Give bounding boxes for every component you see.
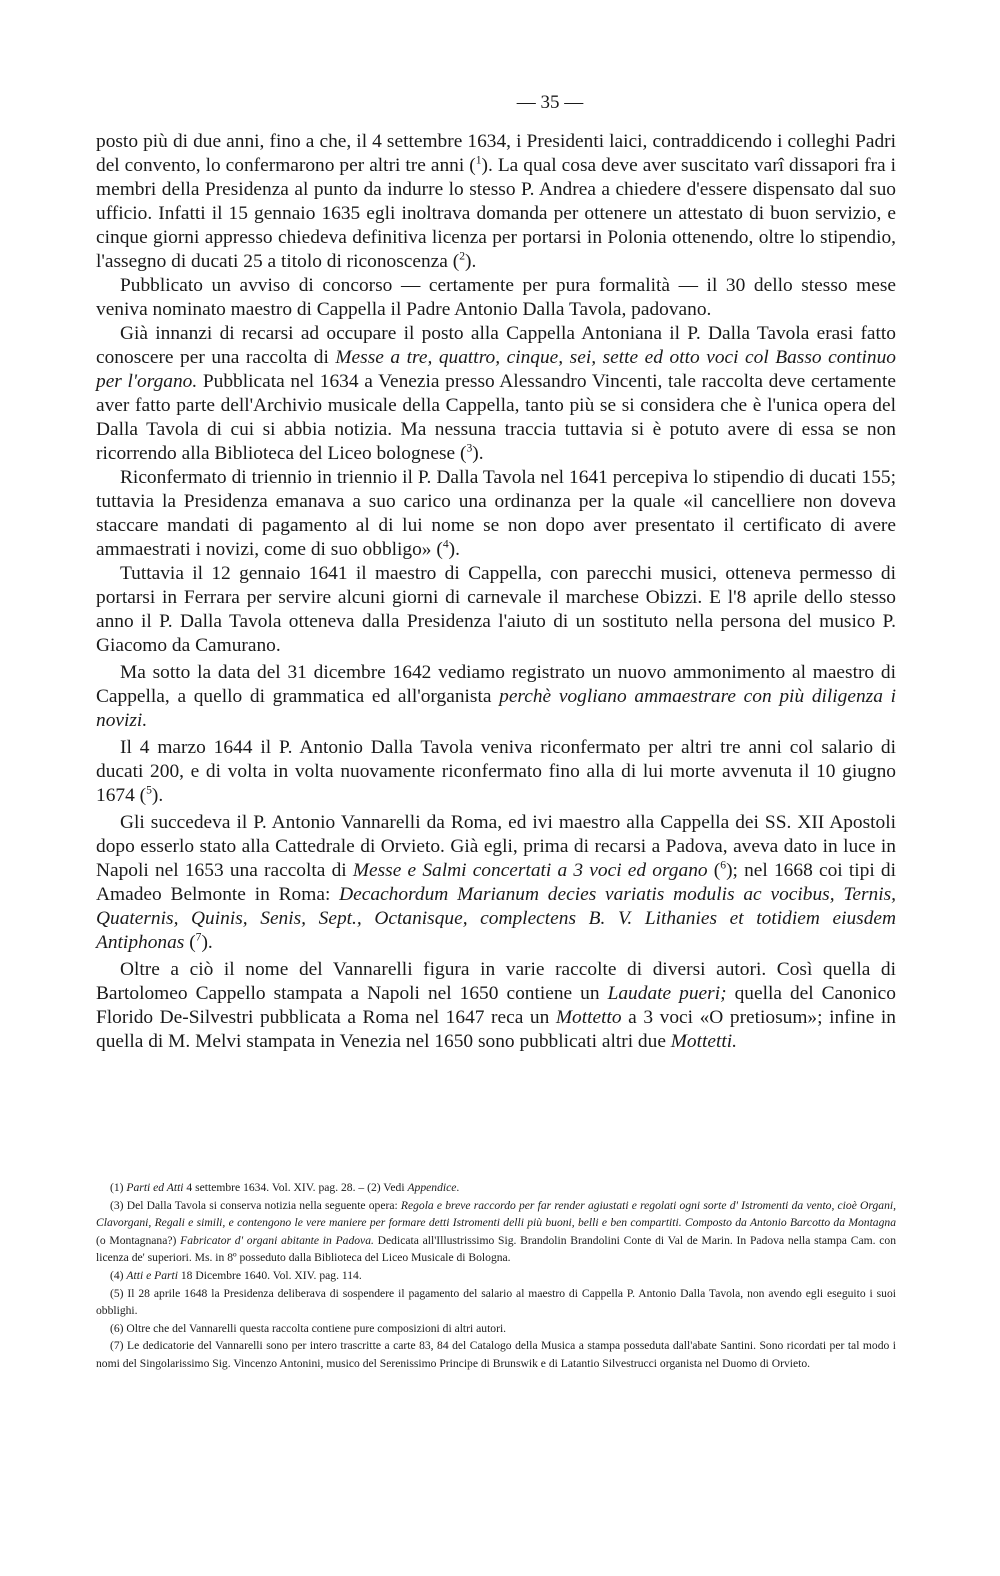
footnote: (5) Il 28 aprile 1648 la Presidenza deliberava di sospendere il pagamento del salario al maestro di Cappella P. Antonio Dalla Tavola, non avendo egli eseguito i suoi obblighi. [96, 1286, 896, 1318]
footnote: (3) Del Dalla Tavola si conserva notizia nella seguente opera: Regola e breve raccordo per far render agiustati e regolati ogni sorte d' Istromenti da vento, cioè Organi, Clavorgani, Regali e simili, e contengono le vere maniere per formare detti Istromenti delli più buoni, belli e ben compartiti. Composto da Antonio Barcotto da Montagna (o Montagnana?) Fabricator d' organi abitante in Padova. Dedicata all'Illustrissimo Sig. Brandolin Brandolini Conte di Val de Marin. In Padova nella stampa Cam. con licenza de' superiori. Ms. in 8º posseduto dalla Biblioteca del Liceo Musicale di Bologna. [96, 1198, 897, 1265]
paragraph: Riconfermato di triennio in triennio il P. Dalla Tavola nel 1641 percepiva lo stipendio di ducati 155; tuttavia la Presidenza emanava a suo carico una ordinanza per la quale «il cancelliere non doveva staccare mandati di pagamento al di lui nome se non dopo aver presentato il certificato di avere ammaestrati i novizi, come di suo obbligo» ($^4$). [96, 467, 896, 560]
page-number: — 35 — [516, 92, 584, 113]
paragraph: posto più di due anni, fino a che, il 4 settembre 1634, i Presidenti laici, contraddicendo i colleghi Padri del convento, lo confermarono per altri tre anni ($^1$). La qual cosa deve aver suscitato varî dissapori fra i membri della Presidenza al punto da indurre lo stesso P. Andrea a chiedere d'essere dispensato dal suo ufficio. Infatti il 15 gennaio 1635 egli inoltrava domanda per ottenere un attestato di buon servizio, e cinque giorni appresso chiedeva definitiva licenza per portarsi in Polonia ottenendo, oltre lo stipendio, l'assegno di ducati 25 a titolo di riconoscenza ($^2$). [96, 131, 896, 272]
footnotes [96, 1179, 896, 1373]
footnote: (7) Le dedicatorie del Vannarelli sono per intero trascritte a carte 83, 84 del Catalogo della Musica a stampa posseduta dall'abate Santini. Sono ricordati per tal modo i nomi del Singolarissimo Sig. Vincenzo Antonini, musico del Serenissimo Principe di Brunswik e di Latantio Silvestrucci organista nel Duomo di Orvieto. [96, 1339, 896, 1370]
paragraph: Già innanzi di recarsi ad occupare il posto alla Cappella Antoniana il P. Dalla Tavola erasi fatto conoscere per una raccolta di Messe a tre, quattro, cinque, sei, sette ed otto voci col Basso continuo per l'organo. Pubblicata nel 1634 a Venezia presso Alessandro Vincenti, tale raccolta deve certamente aver fatto parte dell'Archivio musicale della Cappella, tanto più se si considera che è l'unica opera del Dalla Tavola di cui si abbia notizia. Ma nessuna traccia tuttavia si è potuto avere di essa se non ricorrendo alla Biblioteca del Liceo bolognese ($^3$). [96, 323, 896, 464]
paragraph: Gli succedeva il P. Antonio Vannarelli da Roma, ed ivi maestro alla Cappella dei SS. XII Apostoli dopo esserlo stato alla Cattedrale di Orvieto. Già egli, prima di recarsi a Padova, aveva dato in luce in Napoli nel 1653 una raccolta di Messe e Salmi concertati a 3 voci ed organo ($^6$); nel 1668 coi tipi di Amadeo Belmonte in Roma: Decachordum Marianum decies variatis modulis ac vocibus, Ternis, Quaternis, Quinis, Senis, Sept., Octanisque, complectens B. V. Lithanies et totidiem eiusdem Antiphonas ($^7$). [96, 812, 897, 953]
paragraph: Pubblicato un avviso di concorso — certamente per pura formalità — il 30 dello stesso mese veniva nominato maestro di Cappella il Padre Antonio Dalla Tavola, padovano. [96, 275, 896, 320]
paragraph: Il 4 marzo 1644 il P. Antonio Dalla Tavola veniva riconfermato per altri tre anni col salario di ducati 200, e di volta in volta nuovamente riconfermato fino alla di lui morte avvenuta il 10 giugno 1674 ($^5$). [96, 737, 896, 806]
paragraph: Ma sotto la data del 31 dicembre 1642 vediamo registrato un nuovo ammonimento al maestro di Cappella, a quello di grammatica ed all'organista perchè vogliano ammaestrare con più diligenza i novizi. [96, 662, 896, 731]
body-text [96, 130, 896, 1054]
paragraph: Oltre a ciò il nome del Vannarelli figura in varie raccolte di diversi autori. Così quella di Bartolomeo Cappello stampata a Napoli nel 1650 contiene un Laudate pueri; quella del Canonico Florido De-Silvestri pubblicata a Roma nel 1647 reca un Mottetto a 3 voci «O pretiosum»; infine in quella di M. Melvi stampata in Venezia nel 1650 sono pubblicati altri due Mottetti. [96, 959, 896, 1052]
footnote: (1) Parti ed Atti 4 settembre 1634. Vol. XIV. pag. 28. – (2) Vedi Appendice. [110, 1181, 460, 1194]
footnote: (6) Oltre che del Vannarelli questa raccolta contiene pure composizioni di altri autori. [110, 1321, 507, 1335]
footnote: (4) Atti e Parti 18 Dicembre 1640. Vol. XIV. pag. 114. [110, 1268, 362, 1282]
paragraph: Tuttavia il 12 gennaio 1641 il maestro di Cappella, con parecchi musici, otteneva permesso di portarsi in Ferrara per servire alcuni giorni di carnevale il marchese Obizzi. E l'8 aprile dello stesso anno il P. Dalla Tavola otteneva dalla Presidenza l'aiuto di un sostituto nella persona del musico P. Giacomo da Camurano. [96, 563, 896, 656]
